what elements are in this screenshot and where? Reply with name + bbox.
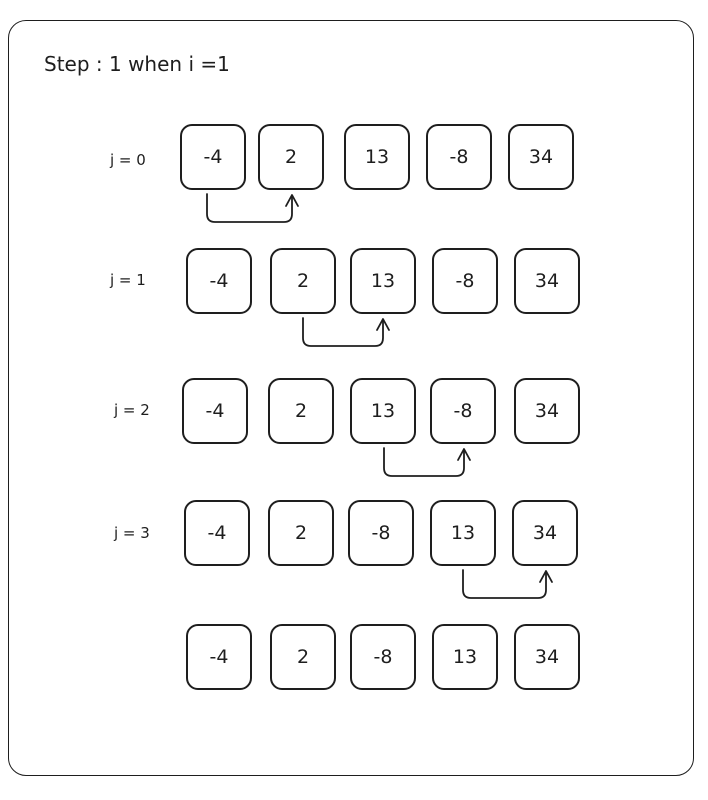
row-label-j2: j = 2	[114, 401, 150, 419]
array-cell: -4	[182, 378, 248, 444]
array-cell: -8	[430, 378, 496, 444]
compare-arrow-j1	[303, 318, 389, 346]
array-cell: -4	[180, 124, 246, 190]
compare-arrow-j0	[207, 194, 298, 222]
array-cell: 34	[514, 248, 580, 314]
array-cell: -8	[348, 500, 414, 566]
array-cell: 2	[270, 248, 336, 314]
row-label-j1: j = 1	[110, 271, 146, 289]
array-cell: 13	[350, 378, 416, 444]
row-label-j3: j = 3	[114, 524, 150, 542]
row-label-j0: j = 0	[110, 151, 146, 169]
array-cell: 34	[514, 378, 580, 444]
array-cell: 13	[344, 124, 410, 190]
array-cell: -4	[184, 500, 250, 566]
array-cell: 34	[512, 500, 578, 566]
array-cell: -4	[186, 624, 252, 690]
array-cell: -8	[350, 624, 416, 690]
array-cell: 34	[514, 624, 580, 690]
array-cell: -8	[426, 124, 492, 190]
array-cell: -4	[186, 248, 252, 314]
array-cell: 2	[268, 500, 334, 566]
array-cell: 34	[508, 124, 574, 190]
compare-arrow-j2	[384, 448, 470, 476]
array-cell: 13	[350, 248, 416, 314]
array-cell: 13	[432, 624, 498, 690]
array-cell: 2	[268, 378, 334, 444]
compare-arrow-j3	[463, 570, 552, 598]
step-title: Step : 1 when i =1	[44, 52, 230, 76]
array-cell: 2	[258, 124, 324, 190]
array-cell: 2	[270, 624, 336, 690]
array-cell: 13	[430, 500, 496, 566]
array-cell: -8	[432, 248, 498, 314]
